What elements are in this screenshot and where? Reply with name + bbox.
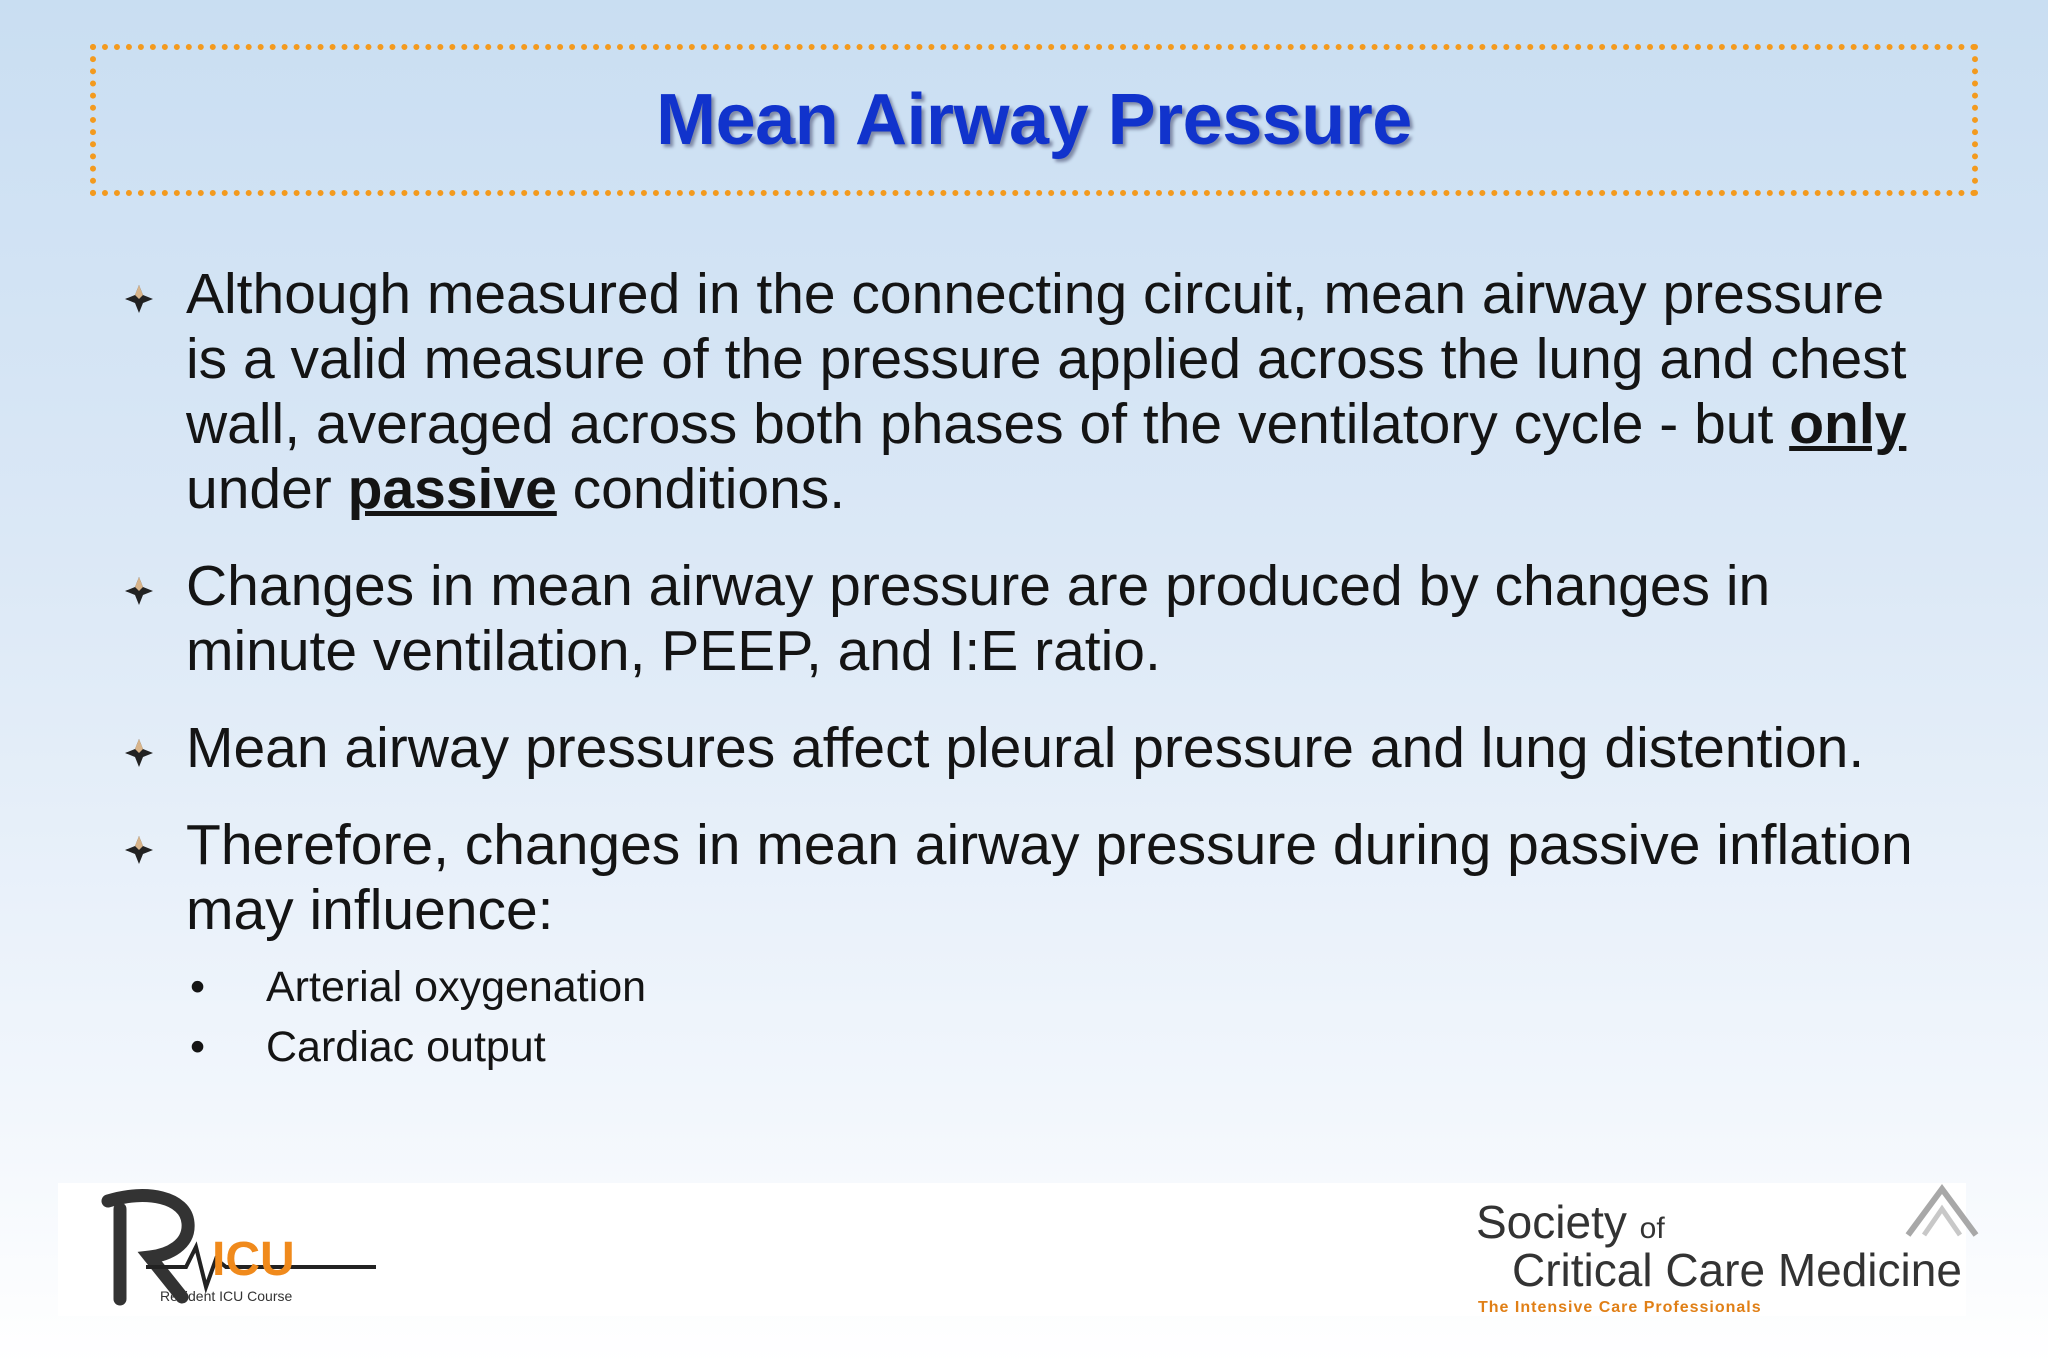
sub-bullet-item	[186, 1017, 1940, 1077]
bullet-text-part: under	[186, 457, 348, 521]
bullet-item	[120, 813, 1940, 943]
bullet-item	[120, 716, 1940, 781]
sub-bullet-item	[186, 957, 1940, 1017]
bullet-item	[120, 262, 1940, 522]
sccm-society-word: Society	[1476, 1196, 1627, 1248]
bullet-text	[186, 262, 1940, 522]
sccm-logo	[1416, 1183, 1966, 1316]
bullet-text: Therefore, changes in mean airway pressure during passive inflation may influence:	[186, 813, 1913, 942]
sccm-of-word: of	[1639, 1212, 1665, 1245]
sub-bullet-text: Arterial oxygenation	[266, 963, 647, 1011]
ricu-caption: Resident ICU Course	[160, 1288, 293, 1304]
slide-title: Mean Airway Pressure	[656, 80, 1412, 160]
bullet-text-part: conditions.	[556, 457, 846, 521]
sub-bullet-text: Cardiac output	[266, 1023, 546, 1071]
arrow-star-icon	[124, 738, 154, 768]
arrow-star-icon	[124, 576, 154, 606]
slide-content	[120, 262, 1940, 1077]
sccm-tagline: The Intensive Care Professionals	[1478, 1299, 1762, 1316]
ricu-logo	[86, 1189, 386, 1311]
sccm-triangle-icon	[1904, 1183, 1980, 1239]
emphasis-only: only	[1789, 392, 1907, 456]
title-frame	[90, 44, 1978, 196]
bullet-item	[120, 554, 1940, 684]
footer-logo-bar	[58, 1183, 1966, 1316]
sub-bullet-list	[120, 957, 1940, 1077]
ricu-letters: ICU	[212, 1233, 295, 1286]
bullet-dot-icon: •	[190, 1023, 206, 1071]
bullet-text: Changes in mean airway pressure are produced by changes in minute ventilation, PEEP, and I:E ratio.	[186, 554, 1771, 683]
sccm-society	[1476, 1195, 1665, 1249]
sccm-name: Critical Care Medicine	[1512, 1244, 1962, 1296]
arrow-star-icon	[124, 284, 154, 314]
bullet-text: Mean airway pressures affect pleural pressure and lung distention.	[186, 716, 1865, 780]
bullet-dot-icon: •	[190, 963, 206, 1011]
bullet-text-part: Although measured in the connecting circuit, mean airway pressure is a valid measure of the pressure applied across the lung and chest wall, averaged across both phases of the ventilatory cycle - but	[186, 262, 1907, 456]
arrow-star-icon	[124, 835, 154, 865]
emphasis-passive: passive	[347, 457, 557, 521]
